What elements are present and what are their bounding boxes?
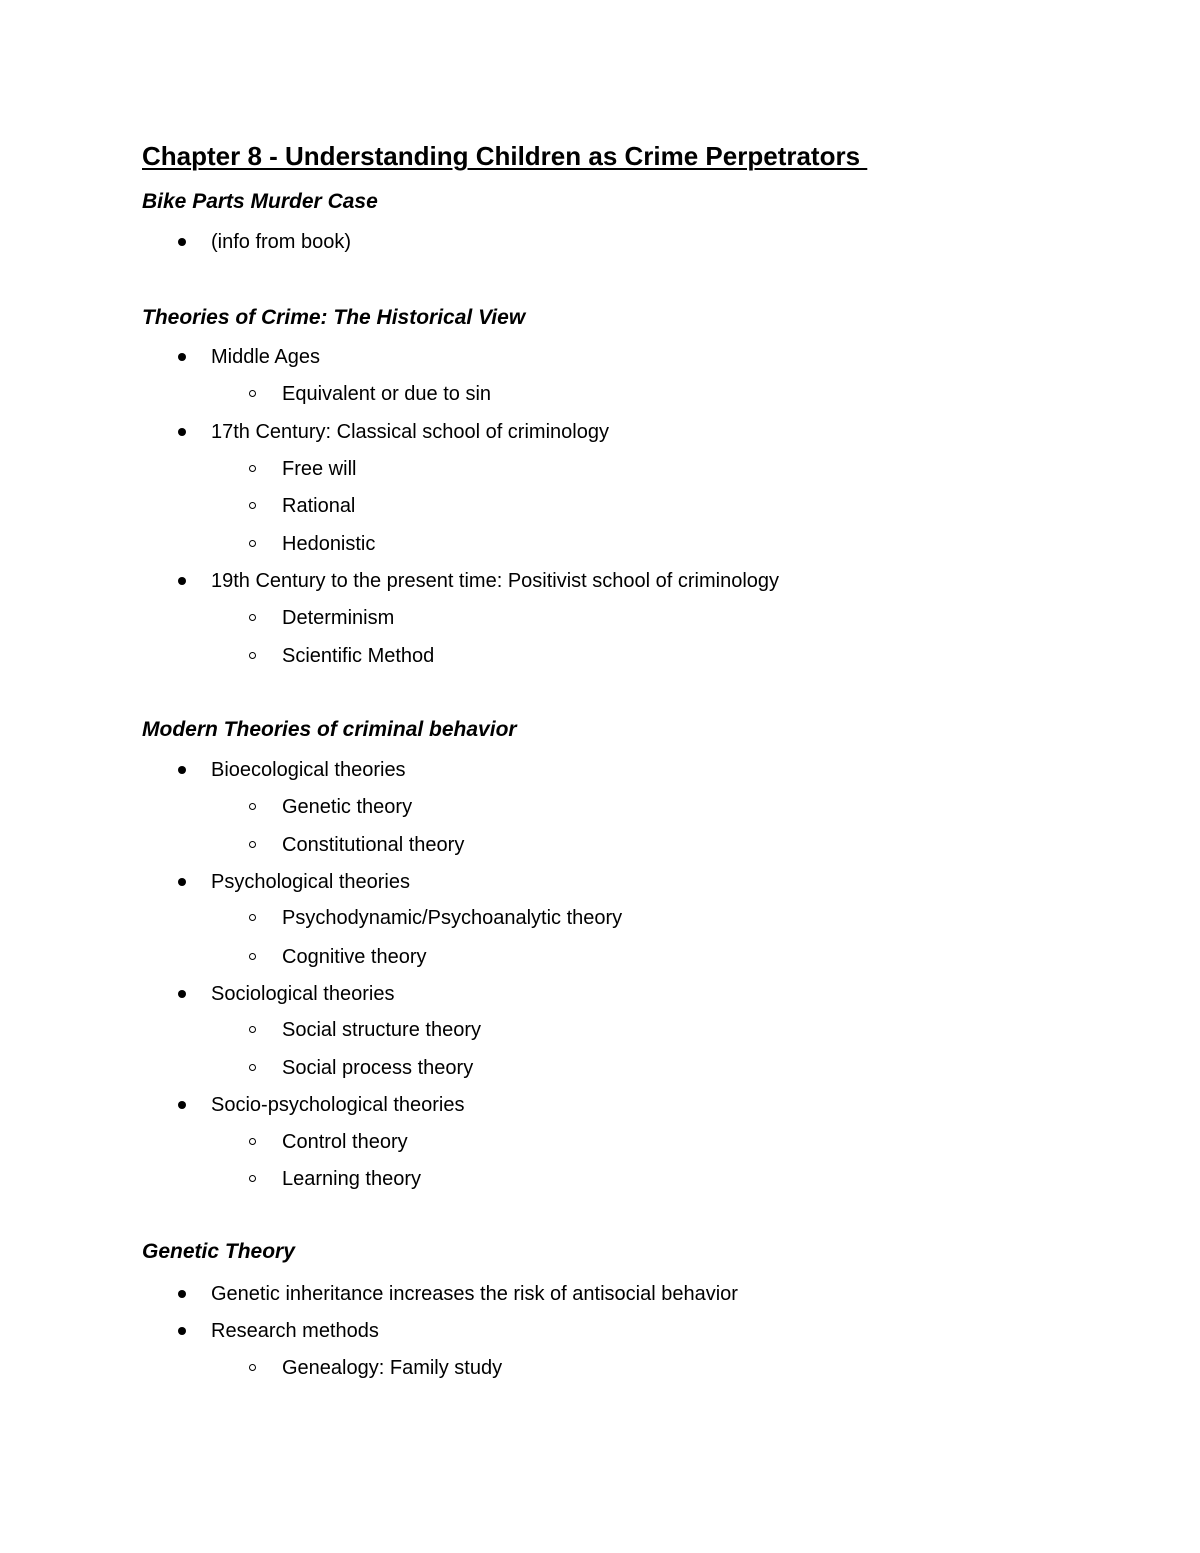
- sub-list-item: Equivalent or due to sin: [282, 383, 492, 405]
- list-item: Bioecological theories: [211, 759, 406, 781]
- bullet-circle-icon: [249, 953, 256, 960]
- list-item: 17th Century: Classical school of criminology: [211, 421, 609, 443]
- bullet-circle-icon: [249, 1364, 256, 1371]
- sub-list-item: Constitutional theory: [282, 834, 465, 856]
- sub-list-item: Hedonistic: [282, 533, 376, 555]
- sub-list-item: Social process theory: [282, 1057, 474, 1079]
- list-item: Socio-psychological theories: [211, 1094, 465, 1116]
- list-item: 19th Century to the present time: Positivist school of criminology: [211, 570, 780, 592]
- bullet-circle-icon: [249, 390, 256, 397]
- bullet-disc-icon: [178, 1327, 186, 1335]
- sub-list-item: Social structure theory: [282, 1019, 481, 1041]
- bullet-circle-icon: [249, 465, 256, 472]
- bullet-disc-icon: [178, 238, 186, 246]
- bullet-disc-icon: [178, 878, 186, 886]
- list-item: Genetic inheritance increases the risk of antisocial behavior: [211, 1283, 738, 1305]
- section-heading: Genetic Theory: [142, 1240, 295, 1263]
- bullet-circle-icon: [249, 1064, 256, 1071]
- bullet-circle-icon: [249, 1026, 256, 1033]
- list-item: Middle Ages: [211, 346, 320, 368]
- bullet-circle-icon: [249, 1138, 256, 1145]
- bullet-disc-icon: [178, 1290, 186, 1298]
- sub-list-item: Free will: [282, 458, 357, 480]
- bullet-circle-icon: [249, 502, 256, 509]
- bullet-disc-icon: [178, 1101, 186, 1109]
- bullet-circle-icon: [249, 841, 256, 848]
- section-heading: Modern Theories of criminal behavior: [142, 718, 517, 741]
- bullet-circle-icon: [249, 914, 256, 921]
- bullet-disc-icon: [178, 990, 186, 998]
- bullet-circle-icon: [249, 540, 256, 547]
- bullet-circle-icon: [249, 652, 256, 659]
- document-title: Chapter 8 - Understanding Children as Crime Perpetrators: [142, 141, 868, 171]
- list-item: Research methods: [211, 1320, 379, 1342]
- sub-list-item: Psychodynamic/Psychoanalytic theory: [282, 907, 623, 929]
- bullet-circle-icon: [249, 803, 256, 810]
- sub-list-item: Control theory: [282, 1131, 408, 1153]
- list-item: Sociological theories: [211, 983, 395, 1005]
- sub-list-item: Determinism: [282, 607, 395, 629]
- sub-list-item: Scientific Method: [282, 645, 435, 667]
- bullet-disc-icon: [178, 428, 186, 436]
- section-heading: Theories of Crime: The Historical View: [142, 306, 526, 329]
- bullet-circle-icon: [249, 614, 256, 621]
- bullet-disc-icon: [178, 577, 186, 585]
- sub-list-item: Genetic theory: [282, 796, 413, 818]
- sub-list-item: Genealogy: Family study: [282, 1357, 503, 1379]
- bullet-circle-icon: [249, 1175, 256, 1182]
- section-heading: Bike Parts Murder Case: [142, 190, 378, 213]
- list-item: (info from book): [211, 231, 352, 253]
- bullet-disc-icon: [178, 766, 186, 774]
- list-item: Psychological theories: [211, 871, 410, 893]
- sub-list-item: Rational: [282, 495, 356, 517]
- sub-list-item: Cognitive theory: [282, 946, 427, 968]
- bullet-disc-icon: [178, 353, 186, 361]
- sub-list-item: Learning theory: [282, 1168, 421, 1190]
